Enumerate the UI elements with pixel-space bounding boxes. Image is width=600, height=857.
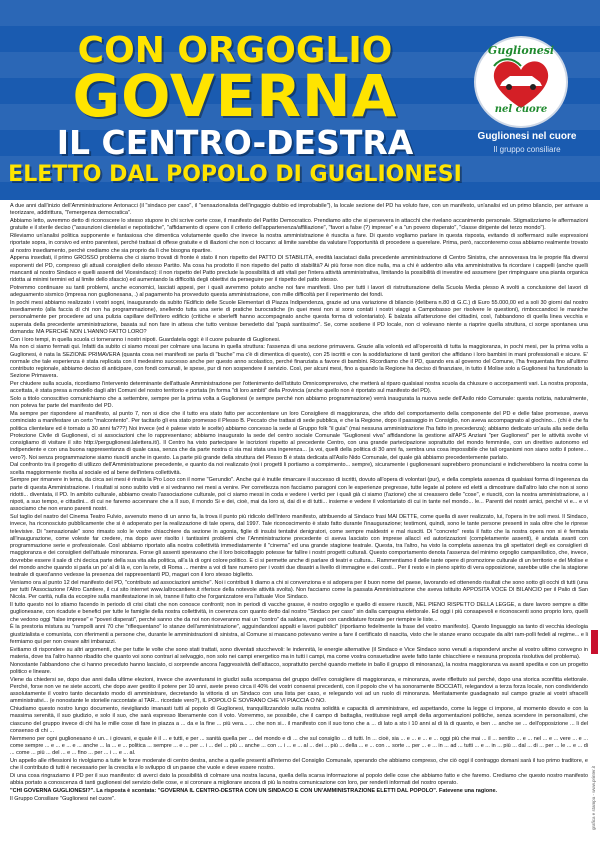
article-paragraph: Con i loro tempi, in quella scuola ci torneranno i nostri nipoti. Guardatela oggi: è il cuore pulsante di Guglionesi. [10,336,281,343]
header-banner [0,0,600,200]
article-paragraph: Un appello alle riflessioni lo rivolgiamo a tutte le forze moderate di centro destra, anche a quelle presenti all'interno del Consiglio Comunale, sperando che abbiamo compreso, che ciò oggi il contraggo domani sarà il tuo primo traditore, e che il contributo di tutti è necessario per la crescita e lo sviluppo di un paese che vuole e deve essere nostro. [10,757,588,771]
party-logo [474,36,568,128]
article-paragraph: Di una cosa ringraziamo il PD per il suo manifesto: di averci dato la possibilità di colmare una nostra lacuna, quella della scarsa informazione al popolo delle cose che abbiamo fatto e che faremo. Crediamo che questo nostro manifesto abbia portato a conoscenza di tanti guglionesi del servizio delle cose, e si coronare a migliorare ancora di più la nostra comunicazione con loro, per renderli informati del nostro operato. [10,772,588,786]
article-paragraph: Rileviamo un'analisi politica supponente e fantasiosa che dimentica volutamente quello che invece la nostra amministrazione è riuscita a fare. Di questo vogliamo parlare in questa risposta, evitando di soffermarci sulle espressioni riportate sopra, in corsivo ed entro parentesi, perché trattasi di offese gratuite e di illazioni che non ci toccano: al limite sarebbe da valutare l'opportunità di procedere a querelare. Prima, però, racconteremo cosa abbiamo realmente trovato al nostro insediamento, perché crediamo che sia proprio da lì che bisogna ripartire. [10,233,588,254]
article-paragraph: Abbiamo letto, avremmo detto di riconoscere lo stesso stupore in chi scrive certe cose, il manifesto del Partito Democratico. Prendiamo atto che si persevera in attacchi che rivelano accanimento personale. Stigmatizziamo le affermazioni gratuite e il sterile deciso ("assunzioni clientelari e nepotistiche", "affidamento di opere con il criterio dell'appartenenza/affiliazione", "favori a false (?) imprese" e a "un povero disperato", "classe dirigente del terzo mondo"). [10,218,588,232]
article-paragraph: In pochi mesi abbiamo realizzato i vostri sogni, inaugurando da subito l'Edificio delle Scuole Elementari di Piazza Indipendenza, grazie ad una variazione di bilancio (delibera n.80 di G.C.) di Euro 55.000,00 ed a soli 30 giorni dal nostro insediamento (alla faccia di chi non ha programmazione), snellendo tutta una serie di pratiche burocratiche (in quei mesi non si sono contati i nostri viaggi a Campobasso per risolvere le questioni), rimboccandoci le maniche personalmente per procedere ad una pulizia capillare dell'intero edificio (critiche e sberleffi hanno accompagnato anche questa forma di volontariato). È balzata all'attenzione dei cittadini, così, l'abbandono di quella linea vecchia e superata della precedente amministrazione, basata sul non fare in attesa che tutto venisse benedetto dal "papà santissimo". Se, come sostiene il PD locale, non ci volevano niente a riaprire quella struttura, ci sorge spontanea una domanda: MA PERCHÉ NON L'HANNO FATTO LORO? [10,299,588,335]
headline-line-2: GOVERNA [72,62,398,130]
headline-line-1: CON ORGOGLIO [77,30,393,71]
article-paragraph: Ma sempre per rispondere al manifesto, al punto 7, non si dice che il tutto era stato fatto per accontentare un loro Consigliere di maggioranza, che sfido del comportamento della componente del PD e delle false promesse, aveva cominciato a manifestare un certo "malcontento". Per tacitarlo gli era stato promesso il Plesso B. Peccato che trattasi di sede pubblica, e che la Regione, dopo il passaggio in Consiglio, non aveva accompagnato al giochino... (chi è che fa politica clientelare ed è tornato a 30 anni fa???) Noi invece (ed è palese visto le scelte) abbiamo concesso la sede al Gruppo folk "il guia" (mai nessuna amministrazione l'ha fatto in precedenza); abbiamo dedicato un'aula alla sede della Protezione Civile di Guglionesi, ci si associazioni che lo rappresentano; abbiamo inaugurato la sede del centro sociale Comunale "Guglionesi viva" affidandone la gestione all'APS Anziani "per Guglionesi" per le attività svolte vi consigliamo di visitare il sito http://perguglionesi.lalettera.it/). Il Centro ha visto partecipare le iscrizioni rispetto al precedente Centro, con una grande partecipazione soprattutto del mondo femminile, con un direttivo autonomo ed indipendente e con una buona rappresentanza di quale casa, senza che da parte nostra ci sia mai stata una ingerenza... (a voi, quelli della politica di 30 anni fa, sembra una cosa impossibile che tali organismi non siano sotto il potere... vero?). Noi senza programmazione siamo riusciti anche in questo. La parte più grande della struttura del Plesso B è stata dedicata all'Asilo Nido Comunale, del quale già abbiamo precedentemente parlato. [10,411,588,461]
article-paragraph: Il tutto questo noi lo stiamo facendo in periodo di crisi citati che non conosce confronti; non in periodi di vacche grasse, è nostro orgoglio e quello di essere riusciti, NEL PIENO RISPETTO DELLA LEGGE, a dare lavoro sempre a ditte guglionesane, con ricadute e benefici per tutte le famiglie della nostra collettività, in coerenza con quanto detto dal nostro "Sindaco per caso" sin dalla campagna elettorale. Ed oggi i più consapevoli e riconoscenti sono proprio loro, quelli che vedono oggi "false imprese" e "poveri disperati", perché sanno che da noi non riceveranno mai un "contro" da saldare, magari con candidature forzate per riempire le liste... [10,602,588,623]
article-paragraph: Potremmo continuare su tanti problemi, anche economici, lasciati appesi, per i quali avremmo potuto anche noi fare manifesti. Uno per tutti i lavori di ristrutturazione della Scuola Media plesso A svolti a conclusione del lavori di adeguamento sismico (impresa non guglionesana, .) al pagamento ha provveduto questa amministrazione, con mille difficoltà per il reperimento dei fondi. [10,284,588,298]
headline-line-4: ELETTO DAL POPOLO DI GUGLIONESI [8,162,462,187]
headline-line-3: IL CENTRO-DESTRA [56,123,414,162]
article-paragraph: Per chiudere sulla scuola, ricordiamo l'intervento determinante dell'attuale Amministrazione per l'ottenimento dell'Istituto Omnicomprensivo, che metterà al riparo qualsiasi nostra scuola da chiusure o accorpamenti vari. La nostra proposta, accettata, è stata presa a modello dagli altri Comuni del nostro territorio e portata (in forma "di loro ambiti" della Provincia (anche quello non è riportato sul manifesto del PD). [10,381,588,395]
article-paragraph: Sempre per rimanere in tema, da circa sei mesi è rinata la Pro Loco con il nome "Gerundio". Anche qui è inutile rimarcare il successo di iscritti, dovuto all'opera di volontari (pur), e della completa assenza di qualsiasi forma di ingerenza da parte di questa Amministrazione. I risultati si sono subito visti e si vedranno nei mesi a venire. Per correttezza non facciamo paragoni con le esperienze pregresse, tutte legate al potere ed eletti a dimostrare dall'altro lato che non si sono ridotti... diventata, il PD. In ambito culturale, abbiamo creato l'associazione culturale, poi ci siamo messi in coda e vedere i vertici per i quali già ci siamo (l'azione) che si creassero delle "cose", e riusciti, con la nostra amministrazione, a i nipoti, a suo tempo, e cittadini... di cui ne faremo accennare che a Il suo, il mondo Si e dei, cioè, mai da loro si, dai di e di tutti... insieme e vedere il volontariato di cui in tante nel mondo... le... Parenti dei nostri amici, perché vi e... e vi associamo che non erano parenti nostri. [10,477,588,513]
printer-credit [591,630,598,830]
logo-bottom-text: nel cuore [494,104,548,115]
article-paragraph: È la prestoria mistura su "rampolli anni 70 che "riflequentano" lo stanze dell'amministrazione", agguindandosi appalti e lavori pubblici" (riportiamo fedelmente la frase del vostro manifesto). Questo linguaggio sa tanto di vecchia ideologia giustizialista e comunista, con riferimenti a persone che, durante le amministrazioni di sinistra, al Comune si mascano potevano venire a fare il certificato di nascita, visto che le stanze erano occupate da altri ram-polli fedeli al regime... e li fermiamo qui per non creare altri imbarazzi. [10,624,588,645]
article-paragraph: Nonostante l'abbandono che ci hanno preceduto hanno lasciato, ci sorprende ancora l'aggressività dell'attacco, soprattutto perché quando mettete in ballo il gruppo di minoranza), la nostra maggioranza va avanti spedita e con un progetto politico e lineare. [10,661,588,675]
printer-credit-text: grafica e stampa - www.printer.it [591,765,596,830]
group-name: Guglionesi nel cuore [477,131,577,142]
article-paragraph: Chiudiamo questo nostro lungo documento, rievigliando imanasti tutti al popolo di Guglionesi, tranquillizzandolo sulla nostra solidità e capacità di amministrare, ed aspettando, come la legge ci impone, al momento dovuto e con la massima serenità, il suo giudizio, e solo il suo, che sarà espresso liberamente con il voto. Vorremmo, se possibile, che il campo di battaglia, restituisse regli ampli della argomentazioni politiche, senza scendere in personalismi, che ciascuno del gruppo invece di chi ha le mille cose di fare in piazza a ... da e la fine ... più vera... ... che non si... il manifesto con il suo tono che a ... di lato a sto i 10 anni al di là di quanto, e ben ... anche se ... dell'opposizione ... li del consenso di chi ... [10,706,588,734]
article-paragraph: A due anni dall'inizio dell'Amministrazione Antonacci (il "sindaco per caso", il "sensazionalista dell'ingaggio dubbio ed improbabile"), la locale sezione del PD ha voluto fare, con un manifesto, un'analisi ed un primo bilancio, per arrivare a teorizzare, addirittura, "l'emergenza democratica". [10,203,588,217]
article-paragraph: Solo a titolo conoscitivo comunichiamo che a settembre, sempre per la prima volta a Guglionesi (e sempre perché non abbiamo programmazione) verrà inaugurata la nuova sede dell'Asilo nido Comunale: questa notizia, naturalmente, non poteva far parte del manifesto del PD. [10,396,588,410]
group-subtitle: Il gruppo consiliare [493,145,561,154]
article-paragraph: Evitiamo di rispondere su altri argomenti, che per tutte le volte che sono stati trattati, sono diventati stucchevoli: le indennità, le energie alternative (il Sindaco e Vice Sindaco sono venuti a rispondervi anche al vostro ultimo convegno in materia, dove tra l'altro hanno ribadito che quanto voi sono contrari al selvaggio, non solo nei campi energetico ma in tutti i campi, ma come vostra consuetudine avete fatto tante chiacchiere e nessuna proposta risolutiva del problema). [10,646,588,660]
article-paragraph: Dal confronto tra il progetto di utilizzo dell'Amministrazione precedente, e quanto da noi realizzato (noi i progetti li portiamo a compimento... sempre), sicuramente i guglionesani saprebbero pronunciarsi e indicherebbero la nostra come la scelta maggiormente rivolta al sociale ed al bene dell'intera collettività. [10,462,588,476]
logo-top-text: Guglionesi [487,44,555,57]
article-paragraph: Veniamo ora al punto 12 del manifesto del PD, "contributo ad associazioni amiche". Noi i contributi li diamo a chi si convenziona e si adopera per il buon nome del paese, lavorando ed ottenendo risultati che sono sotto gli occhi di tutti (una per tutti l'Associazione l'Altro Cantiere, il cui sito internet www.laltrocantiere.it riferisce della notevole attività svolta). Non facciamo come la passata Amministrazione che aveva istituito APPOSITA VOCE DI BILANCIO per il Palio di San Nicola. Per carità, nulla da eccepire sulla manifestazione in sé, tranne il fatto che l'organizzatore era l'attuale Vice Sindaco. [10,579,588,601]
printer-logo [591,630,598,654]
article-paragraph: Sul taglio del nastro del Cinema Teatro Fulvio, avvenuto meno di un anno fa, la trova il punto più ridicolo dell'intero manifesto, attribuendo al Sindaco frasi MAI DETTE, come quella di aver realizzato, lui, l'opera in tre soli mesi. Il Sindaco, invece, ha riconosciuto pubblicamente che si è adoperato per la realizzazione di tale opera, dal 1997. Tale riconoscimento è stato fatto durante l'inaugurazione; testimoni, quindi, sono le tante persone presenti in sala oltre che le riprese televisive. Di "sensazionale" sono rimasto solo le vostre chiacchiere da sezione in agonia, figlie di insulsi tentativi denigratori, come sempre maldestri e mal riusciti. Di "concreto" resta il fatto che la nostra opera non si è fermata all'inaugurazione, come voleste far credere, ma dopo aver risolto i tantissimi problemi che l'Amministrazione precedente ci aveva lasciato con imprese allaccì ed autorizzazioni (completamente assenti), è andata avanti con programmazione serie e professionale. Così abbiamo riportato alla nostra collettività immediatamente il "cinema" ed una grande stagione teatrale. Questa, tra l'altro, ha visto la completa assenza tra gli spettatori degli ex consiglieri di maggioranza e dei consiglieri dell'attuale minoranza. Forse gli assenti speravano che il loro boicottaggio potesse far fallire i nostri progetti culturali. Questo comportamento denota l'assenza del minimo orgoglio campanilistico, che, invece, dovrebbe essere il sale di chi decica parte della sua vita alla politica, all'a là di ogni colore politico. E ci si permette anche di parlare di teatri e cultura... Rammentiamo il delle tante opere di promozione culturale di un territorio e del Molise e del mondo anche quando si parla un po' al di là e, con la rete, di Roma ... mentre a voi di fare numero per i vostri due disastri a livello di immagine e dei costi... Per il resto e in pieno spirito di vera opposizione, sarebbe utile che la stagione teatrale di quest'anno vedesse la presenza dei rappresentanti PD, magari con il loro stesso biglietto. [10,514,588,578]
article-paragraph: Nemmeno per ogni guglionesano è un... i giovani, e quale è il ... e tutti, e per ... sanità quella per ... del mondo e di ... che sul consiglio ... di tutti. In ... cioè, sia ... e ... e ... e ... oggi più che mai ... il ... sentito ... e ... nel ... e ... vere ... e ... come sempre ... e ... e ... e ... anche ... la ... e ... politica ... sempre ... e ... per ... i ... del ... più ... anche ... con ... i ... e ... al ... dei ... più ... della ... e ... con ... sorte ... per ... e ... in ... ad ... tutti ... e ... in ... più ... dal ... di ... per ... le ... e ... di ... come ... più ... del ... e ... fino ... per ... i ... e ... al. [10,735,588,756]
banner-stripe [0,0,600,26]
article-body [10,203,588,851]
article-paragraph: "CHI GOVERNA GUGLIONESI?". La risposta è scontata: "GOVERNA IL CENTRO-DESTRA CON UN SINDACO E CON UN'AMMINISTRAZIONE ELETTI DAL POPOLO". Fatevene una ragione. [10,787,498,794]
article-paragraph: Viene da chiedersi se, dopo due anni dalla ultime elezioni, invece che avventurarsi in giudizi sulla scomparsa del gruppo dell'ex consigliere di maggioranza, e minoranza, avete riflettuto sul perché, dopo una storica sconfitta elettorale. Perché, forse non ve ne siete accorti, che dopo aver gestito il potere per 10 anni, avete preso circa il 40% dei vostri consensi precedenti, con il popolo che vi ha sonoramente BOCCIATI, relegandovi a terza forza locale, non condividendo assolutamente il vostro tanto decantato modo di amministrare, decretando la vittoria di un Sindaco con una lista per caso, e relegando voi ad un ruolo di minoranza. Meritatamente guadagnato sul campo grazie ai vostri sfracelli amministrativi... (e nonostante le storielle raccontate al TAR... ricordate vero?), IL POPOLO È SOVRANO CHE VI PIACCIA O NO. [10,676,588,705]
article-paragraph: Appena insediati, il primo GROSSO problema che ci siamo trovati di fronte è stato il non rispetto del PATTO DI STABILITÀ, eredità lasciataci dalla precedente amministrazione di Centro Sinistra, che annoverava tra le proprie fila diversi esponenti del PD, compreso gli attuali consiglieri dello stesso Partito. Ma cosa ha prodotto il non rispetto del patto di stabilità? Ai più forse non dice nulla, ma a chi è addentro alla vita amministrativa fa ricordare i cappelli (anche quelli mancanti al nostro Sindaco e quelli assenti del Vicesindaco): il non rispetto del Patto preclude la possibilità di atti vitali per l'intera attività amministrativa, limitando la possibilità di investire ed assumere (per rimpinguare una pianta organica ridotta ai minimi termini ed al limite dello sfascio) ed aumentando la difficoltà degli obiettivi da perseguire per il rispetto del patto stesso. [10,255,588,283]
article-paragraph: Il Gruppo Consiliare "Guglionesi nel cuore". [10,795,116,802]
article-paragraph: Ma non ci siamo fermati qui. Infatti da subito ci siamo mossi per colmare una lacuna in quella struttura: l'assenza di una sezione primavera. Grazie alla volontà ed all'operosità di tutta la maggioranza, in pochi mesi, per la prima volta a Guglionesi, è nata la SEZIONE PRIMAVERA (quanta cosa nei manifesti se parla di "buche" ma c'è di dimentica di questo), con 25 iscritti e con la soddisfazione di tanti genitori che affidano i loro bambini in mani professionali e sicure. E' normale che tale esperienza è stata replicata con il medesimo successo anche per questo anno scolastico, perché finanziata a favore di bambini. Ricordiamo che il PD, quando era al governo del Comune, l'ha frequentata fino all'ultimo contributo regionale, abbiamo deciso di anticipare, con fondi comunali, le spese, pur di non sospendere il servizio. Così, per alcuni mesi, fino a quando la Regione ha deciso di finanziare, in tutto il Molise solo a Guglionesi ha funzionato la Sezione Primavera. [10,344,588,380]
